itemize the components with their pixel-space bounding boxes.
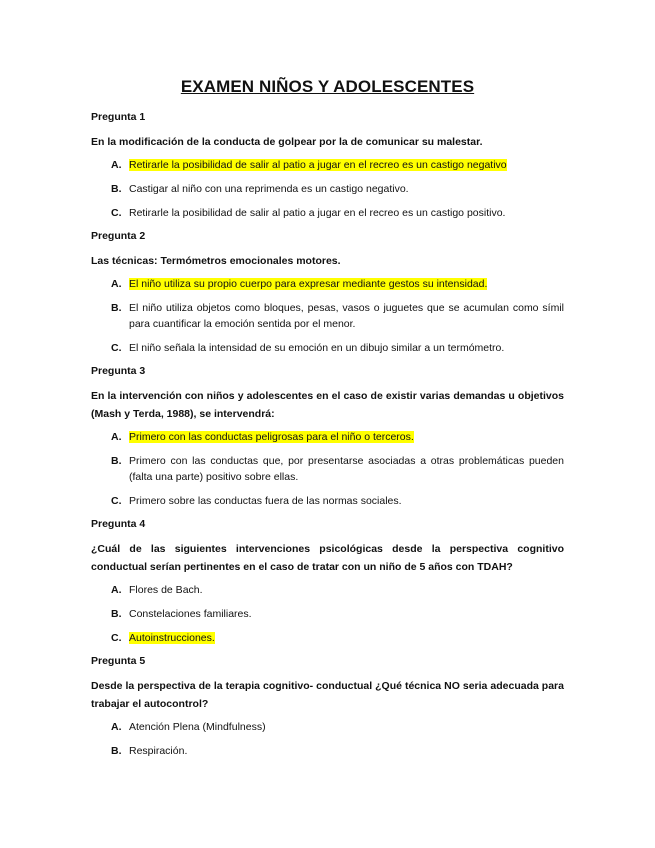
answer-option: [91, 429, 564, 445]
answer-option: [91, 630, 564, 646]
question-text: Las técnicas: Termómetros emocionales motores.: [91, 255, 341, 267]
highlighted-answer-text: El niño utiliza su propio cuerpo para expresar mediante gestos su intensidad.: [129, 278, 488, 290]
answer-option: [91, 582, 564, 598]
answer-option: [91, 300, 564, 332]
option-text: El niño señala la intensidad de su emoción en un dibujo similar a un termómetro.: [129, 342, 505, 354]
question-label: Pregunta 4: [91, 518, 146, 530]
answer-option: [91, 743, 564, 759]
answer-options: [91, 719, 564, 759]
question-label: Pregunta 1: [91, 111, 146, 123]
option-text: El niño utiliza objetos como bloques, pesas, vasos o juguetes que se acumulan como símil para cuantificar la emoción sentida por el menor.: [129, 302, 564, 330]
option-text: Atención Plena (Mindfulness): [129, 721, 266, 733]
option-letter: C.: [111, 632, 122, 644]
option-letter: C.: [111, 495, 122, 507]
question-label: Pregunta 2: [91, 230, 146, 242]
option-text: Castigar al niño con una reprimenda es un castigo negativo.: [129, 183, 409, 195]
option-text: Flores de Bach.: [129, 584, 203, 596]
question-label: Pregunta 3: [91, 365, 146, 377]
answer-option: [91, 157, 564, 173]
option-letter: A.: [111, 721, 122, 733]
option-letter: B.: [111, 183, 122, 195]
answer-option: [91, 606, 564, 622]
option-letter: B.: [111, 455, 122, 467]
highlighted-answer-text: Retirarle la posibilidad de salir al patio a jugar en el recreo es un castigo negativo: [129, 159, 507, 171]
option-letter: B.: [111, 302, 122, 314]
option-letter: B.: [111, 745, 122, 757]
option-text: Retirarle la posibilidad de salir al patio a jugar en el recreo es un castigo positivo.: [129, 207, 506, 219]
question-block: [91, 110, 564, 221]
option-text: Primero sobre las conductas fuera de las normas sociales.: [129, 495, 402, 507]
answer-option: [91, 453, 564, 485]
question-block: [91, 517, 564, 646]
option-letter: B.: [111, 608, 122, 620]
answer-options: [91, 157, 564, 221]
question-block: [91, 654, 564, 759]
answer-options: [91, 276, 564, 356]
answer-option: [91, 719, 564, 735]
question-block: [91, 229, 564, 356]
option-letter: A.: [111, 278, 122, 290]
option-letter: C.: [111, 342, 122, 354]
answer-option: [91, 205, 564, 221]
option-letter: A.: [111, 584, 122, 596]
answer-option: [91, 340, 564, 356]
question-text: Desde la perspectiva de la terapia cognitivo- conductual ¿Qué técnica NO seria adecuada para trabajar el autocontrol?: [91, 680, 564, 710]
question-block: [91, 364, 564, 509]
highlighted-answer-text: Primero con las conductas peligrosas para el niño o terceros.: [129, 431, 414, 443]
answer-option: [91, 276, 564, 292]
answer-option: [91, 181, 564, 197]
question-text: En la intervención con niños y adolescentes en el caso de existir varias demandas u objetivos (Mash y Terda, 1988), se intervendrá:: [91, 390, 564, 420]
answer-options: [91, 429, 564, 509]
option-text: Constelaciones familiares.: [129, 608, 252, 620]
option-letter: A.: [111, 159, 122, 171]
highlighted-answer-text: Autoinstrucciones.: [129, 632, 215, 644]
question-list: [91, 110, 564, 767]
question-text: En la modificación de la conducta de golpear por la de comunicar su malestar.: [91, 136, 483, 148]
option-letter: A.: [111, 431, 122, 443]
page-title: EXAMEN NIÑOS Y ADOLESCENTES: [180, 77, 475, 96]
answer-option: [91, 493, 564, 509]
option-text: Primero con las conductas que, por presentarse asociadas a otras problemáticas pueden (falta una parte) positivo sobre ellas.: [129, 455, 564, 483]
question-label: Pregunta 5: [91, 655, 146, 667]
question-text: ¿Cuál de las siguientes intervenciones psicológicas desde la perspectiva cognitivo conductual serían pertinentes en el caso de tratar con un niño de 5 años con TDAH?: [91, 543, 564, 573]
option-letter: C.: [111, 207, 122, 219]
option-text: Respiración.: [129, 745, 188, 757]
answer-options: [91, 582, 564, 646]
